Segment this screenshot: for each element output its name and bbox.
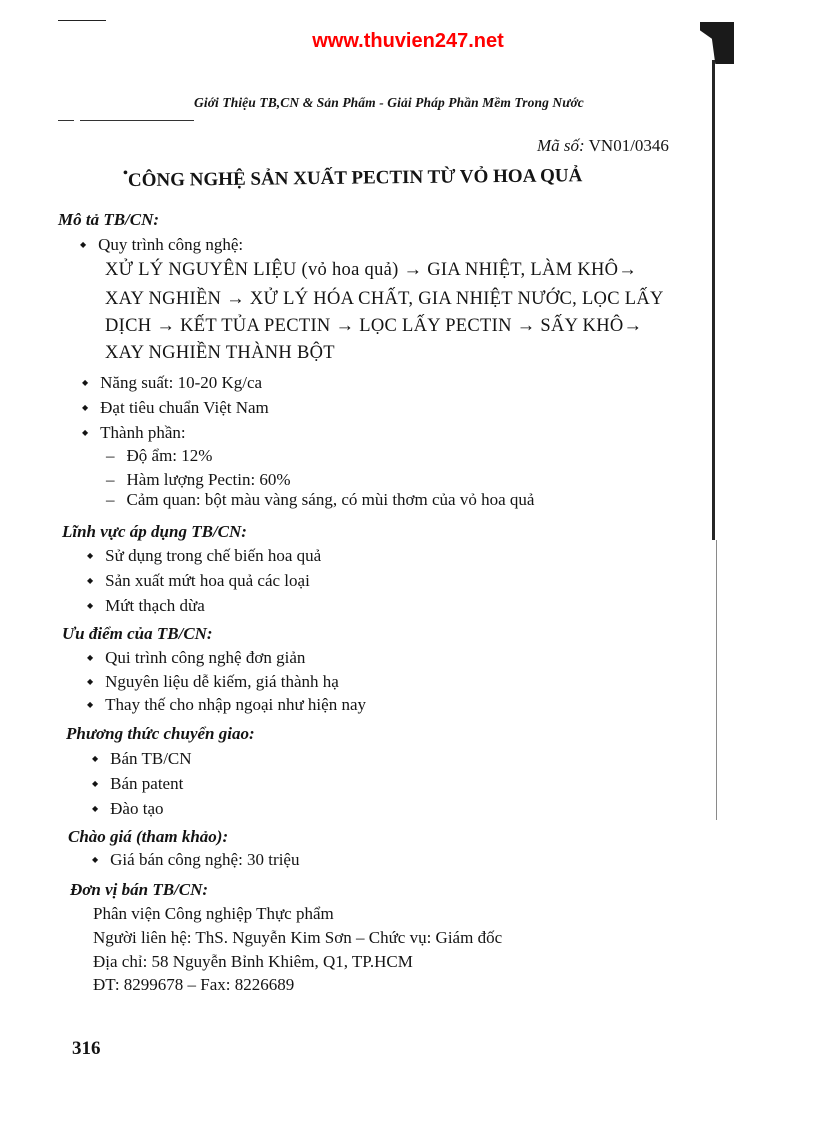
price-item: ◆ Giá bán công nghệ: 30 triệu — [92, 850, 299, 870]
section-transfer-heading: Phương thức chuyển giao: — [66, 724, 255, 743]
composition-item-3: – Cảm quan: bột màu vàng sáng, có mùi thơm của vỏ hoa quả — [106, 490, 534, 510]
seller-contact: Người liên hệ: ThS. Nguyễn Kim Sơn – Chức vụ: Giám đốc — [93, 928, 503, 947]
document-code — [537, 136, 669, 156]
process-label: ◆ Quy trình công nghệ: — [80, 235, 243, 255]
site-url[interactable]: www.thuvien247.net — [312, 30, 504, 52]
page-title: CÔNG NGHỆ SẢN XUẤT PECTIN TỪ VỎ HOA QUẢ — [127, 165, 583, 191]
composition-item-1: – Độ ẩm: 12% — [106, 446, 212, 466]
advantage-item-3: ◆ Thay thế cho nhập ngoại như hiện nay — [87, 695, 366, 715]
code-value: VN01/0346 — [588, 136, 669, 155]
seller-address: Địa chỉ: 58 Nguyễn Bỉnh Khiêm, Q1, TP.HCM — [93, 952, 413, 971]
advantage-item-2: ◆ Nguyên liệu dễ kiếm, giá thành hạ — [87, 672, 339, 692]
capacity-item: ◆ Năng suất: 10-20 Kg/ca — [82, 373, 262, 393]
section-advantages-heading: Ưu điểm của TB/CN: — [62, 624, 213, 643]
section-applications-heading: Lĩnh vực áp dụng TB/CN: — [62, 522, 247, 541]
scan-edge-line-faint — [716, 540, 717, 820]
seller-phone-fax: ĐT: 8299678 – Fax: 8226689 — [93, 975, 295, 994]
process-line-4: XAY NGHIỀN THÀNH BỘT — [105, 343, 335, 363]
application-item-2: ◆ Sản xuất mứt hoa quả các loại — [87, 571, 310, 591]
section-price-heading: Chào giá (tham khảo): — [68, 827, 229, 846]
process-line-2: XAY NGHIỀN → XỬ LÝ HÓA CHẤT, GIA NHIỆT NƯỚC, LỌC LẤY — [105, 289, 664, 309]
title-mark: • — [123, 166, 128, 181]
header-rule-left — [58, 120, 74, 121]
transfer-item-2: ◆ Bán patent — [92, 774, 183, 794]
application-item-3: ◆ Mứt thạch dừa — [87, 596, 205, 616]
header-rule — [80, 120, 194, 121]
transfer-item-1: ◆ Bán TB/CN — [92, 749, 192, 769]
section-description-heading: Mô tả TB/CN: — [58, 210, 160, 229]
process-line-1: XỬ LÝ NGUYÊN LIỆU (vỏ hoa quả) → GIA NHIỆT, LÀM KHÔ→ — [105, 260, 638, 280]
page-number: 316 — [72, 1038, 101, 1059]
section-seller-heading: Đơn vị bán TB/CN: — [70, 880, 209, 899]
running-header: Giới Thiệu TB,CN & Sản Phẩm - Giải Pháp Phần Mềm Trong Nước — [194, 95, 584, 110]
code-label: Mã số: — [537, 136, 585, 155]
advantage-item-1: ◆ Qui trình công nghệ đơn giản — [87, 648, 305, 668]
composition-item-2: – Hàm lượng Pectin: 60% — [106, 470, 291, 490]
standard-item: ◆ Đạt tiêu chuẩn Việt Nam — [82, 398, 269, 418]
transfer-item-3: ◆ Đào tạo — [92, 799, 164, 819]
scan-edge-line — [712, 60, 715, 540]
top-rule — [58, 20, 106, 21]
seller-name: Phân viện Công nghiệp Thực phẩm — [93, 904, 334, 923]
process-line-3: DỊCH → KẾT TỦA PECTIN → LỌC LẤY PECTIN → SẤY KHÔ→ — [105, 316, 643, 336]
application-item-1: ◆ Sử dụng trong chế biến hoa quả — [87, 546, 321, 566]
composition-label: ◆ Thành phần: — [82, 423, 186, 443]
